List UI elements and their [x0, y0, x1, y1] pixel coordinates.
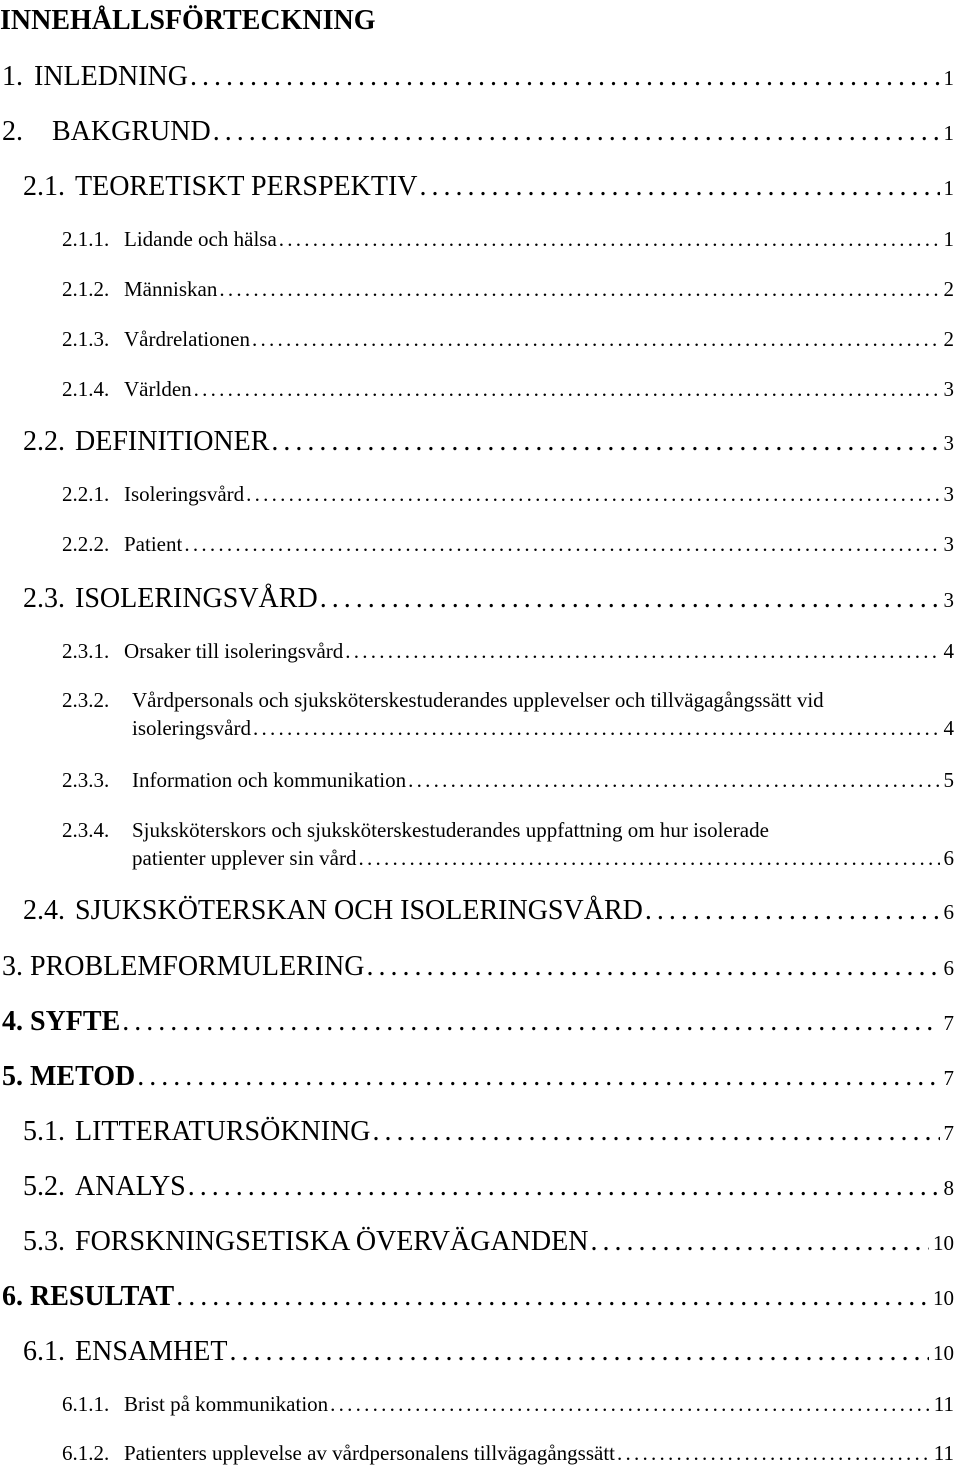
toc-line [2, 950, 954, 985]
toc-heading: INNEHÅLLSFÖRTECKNING [0, 5, 376, 36]
entry-title-continued: patienter upplever sin vård [132, 846, 357, 870]
toc-line [62, 686, 954, 714]
toc-entry[interactable] [23, 170, 954, 205]
entry-title: ANALYS [75, 1171, 186, 1202]
toc-line [62, 816, 954, 844]
toc-line [62, 637, 954, 665]
dot-leader [420, 170, 940, 204]
entry-number: 5.3. [23, 1226, 65, 1257]
toc-line [2, 1060, 954, 1095]
entry-number: 2.3.4. [62, 818, 110, 842]
toc-entry[interactable] [62, 480, 954, 508]
entry-title: BAKGRUND [52, 116, 211, 147]
entry-number: 2.1. [23, 171, 65, 202]
entry-title: Brist på kommunikation [124, 1392, 329, 1416]
page-number: 6 [943, 900, 954, 924]
toc-line [62, 530, 954, 558]
entry-number: 5. [2, 1061, 23, 1092]
toc-entry[interactable] [23, 1170, 954, 1205]
toc-entry[interactable] [2, 1280, 954, 1315]
page-number: 10 [933, 1341, 954, 1365]
page-number: 1 [943, 66, 954, 90]
page-number: 3 [943, 588, 954, 612]
dot-leader [137, 1060, 939, 1094]
dot-leader [188, 1170, 940, 1204]
toc-line [2, 60, 954, 95]
entry-title: Information och kommunikation [132, 768, 407, 792]
entry-number: 4. [2, 1006, 23, 1037]
toc-entry[interactable] [62, 325, 954, 353]
entry-title: METOD [30, 1061, 136, 1092]
entry-title: Patienters upplevelse av vårdpersonalens tillvägagångssätt [124, 1441, 616, 1465]
entry-title: Patient [124, 532, 183, 556]
dot-leader [373, 1115, 940, 1149]
entry-number: 6. [2, 1281, 23, 1312]
entry-title: Orsaker till isoleringsvård [124, 639, 344, 663]
dot-leader [366, 950, 939, 984]
toc-line [23, 170, 954, 205]
toc-entry[interactable] [62, 530, 954, 558]
dot-leader [190, 60, 940, 94]
toc-line [62, 1439, 954, 1467]
entry-number: 6.1.1. [62, 1392, 110, 1416]
entry-number: 5.2. [23, 1171, 65, 1202]
page-number: 7 [943, 1121, 954, 1145]
entry-number: 2.2.1. [62, 482, 110, 506]
entry-number: 2.2. [23, 426, 65, 457]
toc-entry[interactable] [23, 582, 954, 617]
dot-leader [219, 275, 939, 303]
entry-title: Sjuksköterskors och sjuksköterskestuderandes uppfattning om hur isolerade [132, 818, 769, 842]
entry-title: INLEDNING [34, 61, 188, 92]
toc-entry[interactable] [2, 115, 954, 150]
dot-leader [253, 714, 940, 742]
entry-title: LITTERATURSÖKNING [75, 1116, 371, 1147]
page-number: 10 [933, 1231, 954, 1255]
page-number: 10 [933, 1286, 954, 1310]
dot-leader [246, 480, 939, 508]
toc-line [23, 1170, 954, 1205]
entry-title: Lidande och hälsa [124, 227, 277, 251]
dot-leader [271, 425, 939, 459]
toc-entry[interactable] [23, 1115, 954, 1150]
entry-title: ENSAMHET [75, 1336, 228, 1367]
toc-line [23, 894, 954, 929]
entry-title: ISOLERINGSVÅRD [75, 583, 318, 614]
entry-number: 1. [2, 61, 23, 92]
entry-number: 2.3.3. [62, 768, 110, 792]
entry-number: 2.2.2. [62, 532, 110, 556]
dot-leader [229, 1335, 929, 1369]
toc-line [62, 844, 954, 872]
toc-entry[interactable] [62, 1390, 954, 1418]
entry-number: 6.1. [23, 1336, 65, 1367]
page-number: 1 [943, 176, 954, 200]
toc-entry[interactable] [2, 60, 954, 95]
dot-leader [252, 325, 940, 353]
entry-number: 2.1.4. [62, 377, 110, 401]
page-number: 6 [943, 846, 954, 870]
toc-entry[interactable] [62, 637, 954, 665]
page-number: 7 [943, 1011, 954, 1035]
toc-entry[interactable] [62, 275, 954, 303]
entry-number: 2.4. [23, 895, 65, 926]
dot-leader [194, 375, 940, 403]
entry-title: FORSKNINGSETISKA ÖVERVÄGANDEN [75, 1226, 589, 1257]
page-number: 8 [943, 1176, 954, 1200]
entry-number: 2. [2, 116, 23, 147]
toc-entry[interactable] [23, 1225, 954, 1260]
entry-title: Isoleringsvård [124, 482, 245, 506]
toc-entry[interactable] [23, 425, 954, 460]
entry-title-continued: isoleringsvård [132, 716, 251, 740]
page-number: 11 [933, 1392, 954, 1416]
page-number: 4 [943, 716, 954, 740]
entry-number: 2.1.2. [62, 277, 110, 301]
toc-entry[interactable] [62, 375, 954, 403]
toc-entry[interactable] [62, 225, 954, 253]
dot-leader [320, 582, 940, 616]
page-number: 11 [933, 1441, 954, 1465]
toc-line [2, 115, 954, 150]
toc-line [62, 766, 954, 794]
page-number: 1 [943, 121, 954, 145]
toc-line [62, 275, 954, 303]
dot-leader [345, 637, 939, 665]
toc-line [62, 714, 954, 742]
entry-number: 2.3.1. [62, 639, 110, 663]
toc-entry[interactable] [62, 1439, 954, 1467]
toc-line [23, 1225, 954, 1260]
page-number: 3 [943, 482, 954, 506]
page-number: 1 [943, 227, 954, 251]
dot-leader [122, 1005, 939, 1039]
dot-leader [645, 894, 940, 928]
toc-entry[interactable] [23, 894, 954, 929]
entry-number: 2.1.3. [62, 327, 110, 351]
page-number: 6 [943, 956, 954, 980]
toc-line [23, 425, 954, 460]
page-number: 5 [943, 768, 954, 792]
entry-number: 2.3.2. [62, 688, 110, 712]
dot-leader [213, 115, 940, 149]
toc-line [62, 480, 954, 508]
dot-leader [279, 225, 940, 253]
toc-entry[interactable] [23, 1335, 954, 1370]
toc-line [62, 1390, 954, 1418]
page-number: 2 [943, 327, 954, 351]
toc-line [62, 225, 954, 253]
toc-entry[interactable] [2, 1060, 954, 1095]
entry-number: 6.1.2. [62, 1441, 110, 1465]
entry-title: PROBLEMFORMULERING [30, 951, 365, 982]
toc-entry[interactable] [2, 950, 954, 985]
toc-line [62, 325, 954, 353]
toc-line [23, 1335, 954, 1370]
toc-line [23, 582, 954, 617]
entry-title: Vårdpersonals och sjuksköterskestuderandes upplevelser och tillvägagångssätt vid [132, 688, 824, 712]
page-number: 3 [943, 532, 954, 556]
toc-line [2, 1005, 954, 1040]
page-number: 4 [943, 639, 954, 663]
entry-title: SYFTE [30, 1006, 121, 1037]
entry-title: Vårdrelationen [124, 327, 250, 351]
toc-entry[interactable] [62, 686, 954, 742]
entry-number: 3. [2, 951, 23, 982]
entry-title: RESULTAT [30, 1281, 175, 1312]
dot-leader [408, 766, 939, 794]
entry-title: DEFINITIONER [75, 426, 270, 457]
dot-leader [184, 530, 939, 558]
page-number: 2 [943, 277, 954, 301]
entry-number: 2.3. [23, 583, 65, 614]
dot-leader [176, 1280, 929, 1314]
toc-line [62, 375, 954, 403]
page-number: 7 [943, 1066, 954, 1090]
entry-title: Människan [124, 277, 218, 301]
page-number: 3 [943, 377, 954, 401]
toc-entry[interactable] [62, 816, 954, 872]
entry-title: TEORETISKT PERSPEKTIV [75, 171, 418, 202]
entry-title: Världen [124, 377, 192, 401]
page-number: 3 [943, 431, 954, 455]
toc-entry[interactable] [62, 766, 954, 794]
dot-leader [359, 844, 940, 872]
entry-number: 5.1. [23, 1116, 65, 1147]
entry-number: 2.1.1. [62, 227, 110, 251]
entry-title: SJUKSKÖTERSKAN OCH ISOLERINGSVÅRD [75, 895, 643, 926]
dot-leader [590, 1225, 929, 1259]
toc-line [2, 1280, 954, 1315]
dot-leader [617, 1439, 930, 1467]
toc-line [23, 1115, 954, 1150]
dot-leader [330, 1390, 930, 1418]
toc-entry[interactable] [2, 1005, 954, 1040]
